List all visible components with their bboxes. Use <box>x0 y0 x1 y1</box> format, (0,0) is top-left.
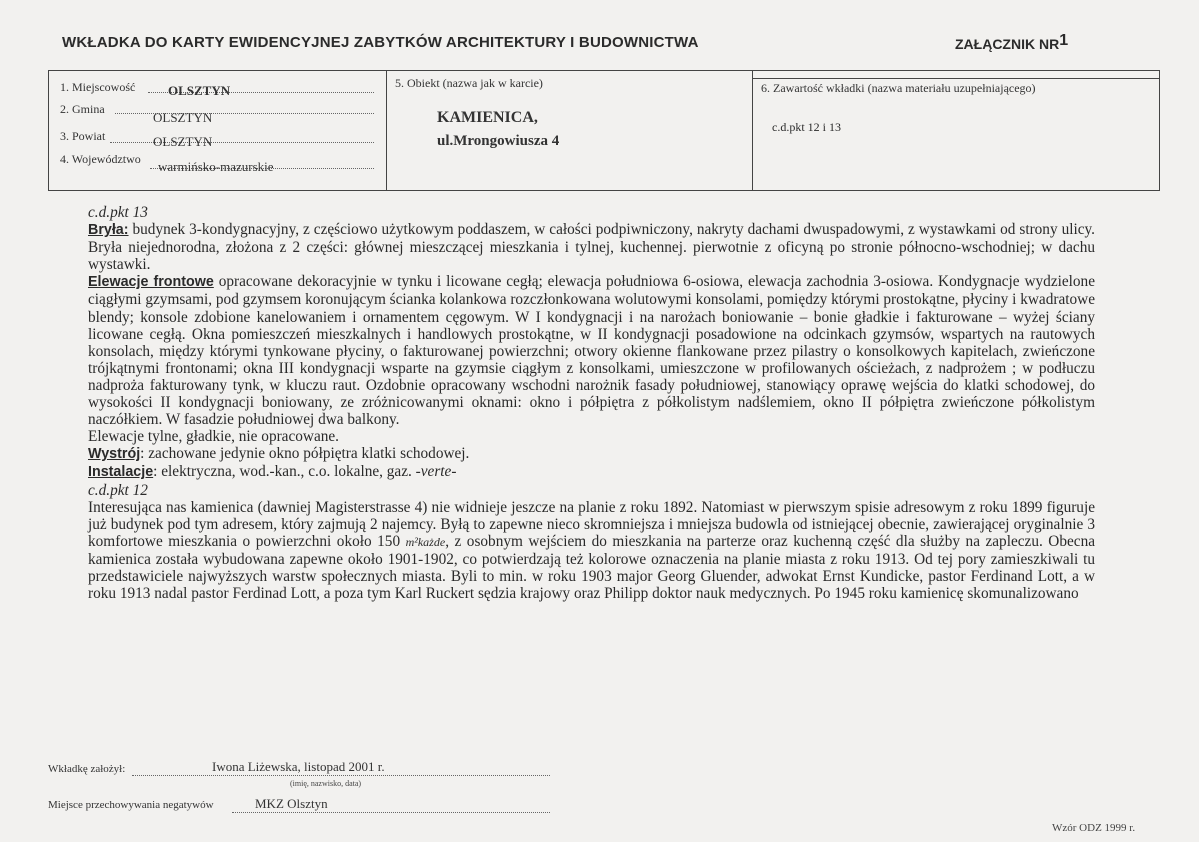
field-gmina-label: 2. Gmina <box>60 102 105 116</box>
object-address: ul.Mrongowiusza 4 <box>437 133 560 149</box>
history-paragraph <box>88 499 1095 603</box>
divider-2 <box>752 70 753 191</box>
wystroj-paragraph <box>88 445 1095 463</box>
instalacje-text: : elektryczna, wod.-kan., c.o. lokalne, gaz. <box>153 463 416 481</box>
verte-note: -verte- <box>415 463 457 481</box>
instalacje-paragraph <box>88 463 1095 481</box>
field-wojewodztwo-label: 4. Województwo <box>60 152 141 166</box>
right-border <box>1159 70 1160 191</box>
bryla-text: budynek 3-kondygnacyjny, z częściowo użytkowym poddaszem, w całości podpiwniczony, nakryty dachami dwuspadowymi, z wystawkami od strony ulicy. Bryła niejednorodna, złożona z 2 części: głównej mieszczącej mieszkania i tylnej, kuchennej. pierwotnie z oficyną po stronie północno-wschodniej; w dachu wystawki. <box>88 221 1095 274</box>
wystroj-text: : zachowane jedynie okno półpiętra klatki schodowej. <box>140 445 470 463</box>
elewacje-text: opracowane dekoracyjnie w tynku i licowane cegłą; elewacja południowa 6-osiowa, elewacja zachodnia 3-osiowa. Kondygnacje wydzielone ciągłymi gzymsami, pod gzymsem koronującym ścianka kolankowa rozczłonkowana wolutowymi konsolami, pomiędzy którymi prostokątne, płyciny i kwadratowe blendy; konsole zdobione kanelowaniem i ornamentem cęgowym. W I kondygnacji i na narożach boniowanie – bonie gładkie i fakturowane – wyżej ściany licowane cegłą. Okna pomieszczeń mieszkalnych i handlowych prostokątne, w II kondygnacji posadowione na odcinkach gzymsów, wspartych na rautowych konsolach, między którymi tynkowane płyciny, o fakturowanej powierzchni; otwory okienne flankowane przez pilastry o konsolkowych kapitelach, zwieńczone trójkątnymi frontonami; okna III kondygnacji wsparte na gzymsie ciągłym z konsolkami, umieszczone w profilowanych ościeżach, z nadprożem ; w podłuczu nadproża fakturowany tynk, w kluczu raut. Ozdobnie opracowany wschodni narożnik fasady południowej, stanowiący oprawę wejścia do klatki schodowej, do wysokości II kondygnacji boniowany, ze zróżnicowanymi oknami: okno i półpiętra z półkolistym nadślemiem, okno II półpiętra zwieńczone półkolistym naczółkiem. W fasadzie południowej dwa balkony. <box>88 273 1095 429</box>
body-text <box>88 204 1095 602</box>
field-miejscowosc-label: 1. Miejscowość <box>60 80 136 94</box>
author-dots <box>132 775 550 776</box>
field-powiat-dots <box>110 142 374 143</box>
header-bottom-rule <box>48 190 1160 191</box>
instalacje-heading: Instalacje <box>88 464 154 481</box>
bryla-paragraph <box>88 221 1095 273</box>
form-title: WKŁADKA DO KARTY EWIDENCYJNEJ ZABYTKÓW ARCHITEKTURY I BUDOWNICTWA <box>62 34 699 51</box>
author-value: Iwona Liżewska, listopad 2001 r. <box>212 759 385 774</box>
left-border <box>48 70 49 191</box>
attachment-label-text: ZAŁĄCZNIK NR <box>955 36 1060 52</box>
attachment-number: 1 <box>1059 32 1069 49</box>
object-label: 5. Obiekt (nazwa jak w karcie) <box>395 76 543 90</box>
tylne-paragraph: Elewacje tylne, gładkie, nie opracowane. <box>88 428 340 446</box>
ref-pkt12: c.d.pkt 12 <box>88 481 148 499</box>
history-text-1: Interesująca nas kamienica (dawniej Magisterstrasse 4) nie widnieje jeszcze na planie z roku 1892. Natomiast w pierwszym spisie adresowym z roku 1899 figuruje już budynek pod tym adresem, który zajmują 2 najemcy. Byłą to zapewne nieco skromniejsza i mniejsza budowla od istniejącej obecnie, zawierającej oryginalnie 3 komfortowe mieszkania o powierzchni około 150 <box>88 498 1095 550</box>
ref-pkt13: c.d.pkt 13 <box>88 204 148 221</box>
field-miejscowosc-value: OLSZTYN <box>168 83 231 98</box>
object-name: KAMIENICA, <box>437 109 538 126</box>
storage-value: MKZ Olsztyn <box>255 796 328 811</box>
contents-label: 6. Zawartość wkładki (nazwa materiału uzupełniającego) <box>761 81 1036 95</box>
wystroj-heading: Wystrój <box>88 446 141 463</box>
contents-value: c.d.pkt 12 i 13 <box>772 120 841 134</box>
history-unit: m²każde <box>405 534 446 549</box>
form-code: Wzór ODZ 1999 r. <box>1052 822 1136 834</box>
header-top-rule-right <box>752 78 1160 79</box>
storage-dots <box>232 812 550 813</box>
elewacje-paragraph <box>88 273 1095 428</box>
storage-label: Miejsce przechowywania negatywów <box>48 799 214 811</box>
author-label: Wkładkę założył: <box>48 763 126 775</box>
field-powiat-value: OLSZTYN <box>153 134 213 149</box>
field-wojewodztwo-value: warmińsko-mazurskie <box>158 159 274 174</box>
header-top-rule <box>48 70 1160 71</box>
field-powiat-label: 3. Powiat <box>60 129 106 143</box>
attachment-label <box>955 32 1069 54</box>
divider-1 <box>386 70 387 191</box>
elewacje-heading: Elewacje frontowe <box>88 274 214 291</box>
field-gmina-value: OLSZTYN <box>153 110 213 125</box>
author-hint: (imię, nazwisko, data) <box>290 779 362 788</box>
history-text-2: , z osobnym wejściem do mieszkania na parterze oraz kuchenną część dla służby na zapleczu. Obecna kamienica została wybudowana zapewne około 1901-1902, co potwierdzają też kolorowe oznaczenia na planie miasta z roku 1913. Od tej pory zamieszkiwali tu przedstawiciele najwyższych warstw społecznych miasta. Byli to min. w roku 1903 major Georg Gluender, adwokat Ernst Kundicke, pastor Ferdinand Lott, a w roku 1913 nadal pastor Ferdinad Lott, a poza tym Karl Ruckert sędzia krajowy oraz Philipp doktor nauk medycznych. Po 1945 roku kamienicę skomunalizowano <box>88 532 1096 603</box>
bryla-heading: Bryła: <box>88 222 129 239</box>
